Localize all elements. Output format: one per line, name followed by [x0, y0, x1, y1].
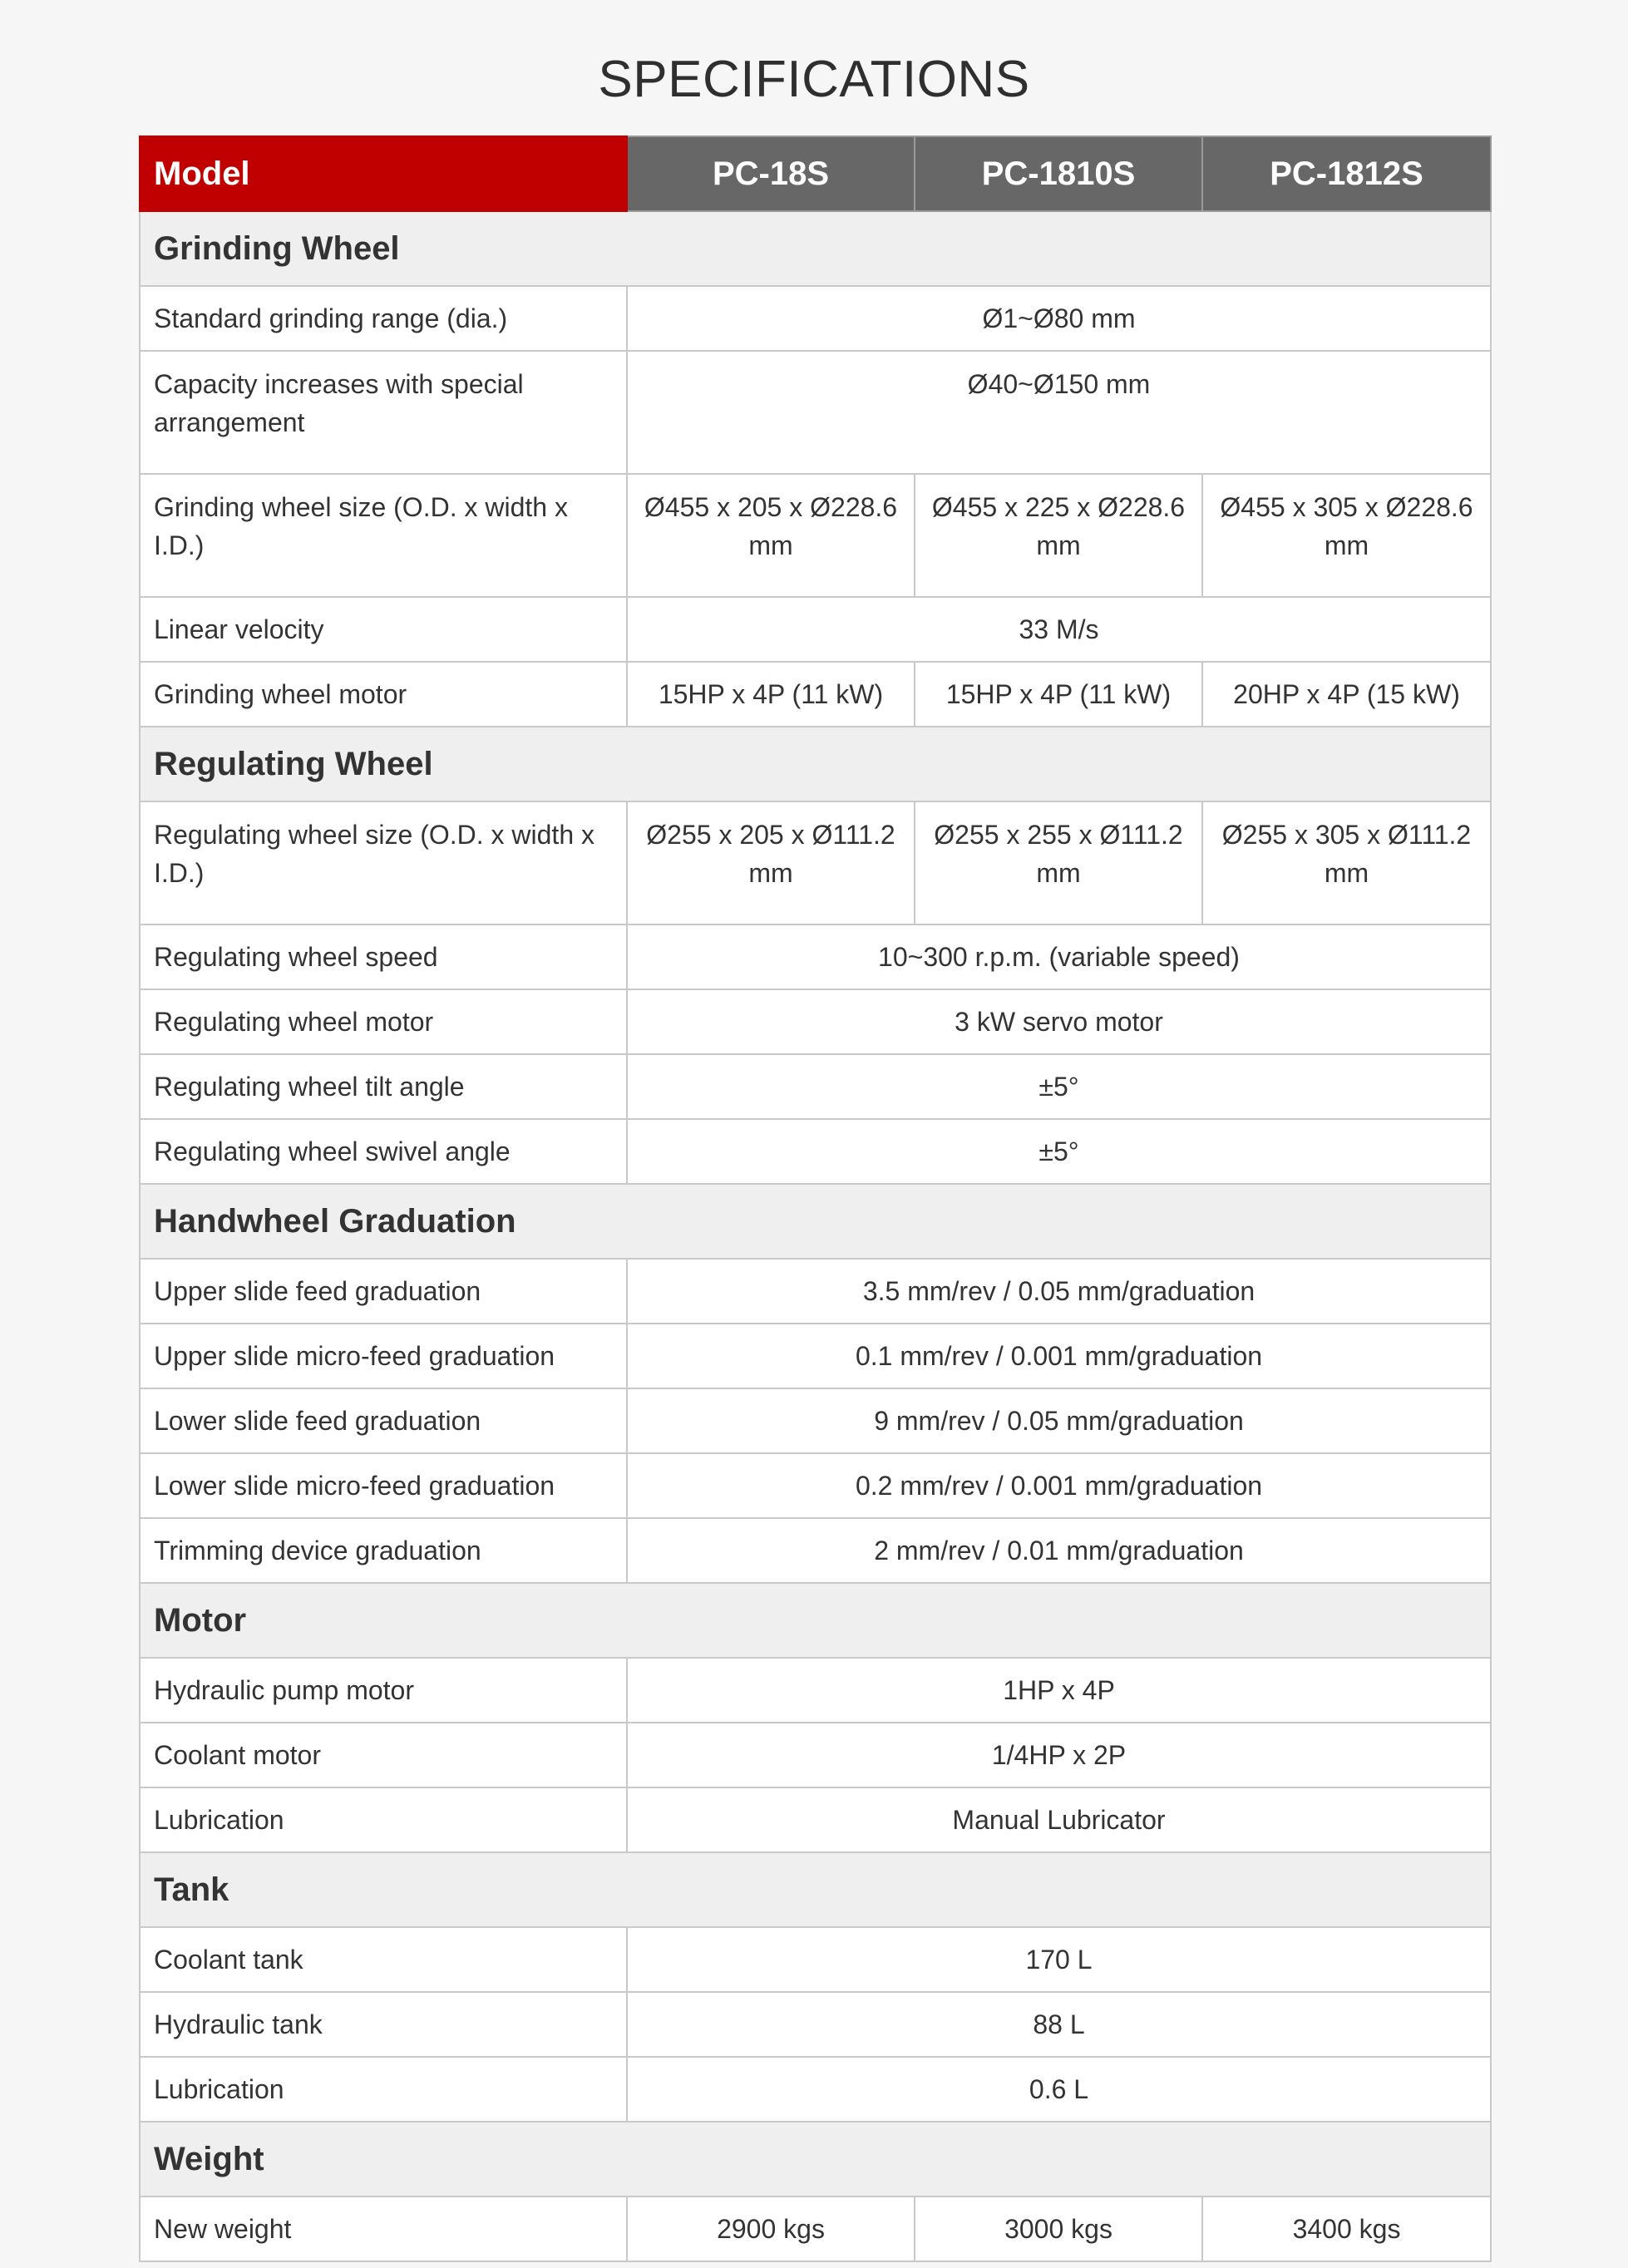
row-value: 3 kW servo motor [627, 989, 1491, 1054]
section-row [140, 1852, 1491, 1927]
row-value: Ø1~Ø80 mm [627, 286, 1491, 351]
section-regulating-wheel: Regulating Wheel [140, 727, 1491, 801]
specifications-table [139, 136, 1492, 2262]
section-weight: Weight [140, 2122, 1491, 2197]
section-row [140, 211, 1491, 286]
row-value: 2900 kgs [627, 2197, 915, 2261]
row-value: 20HP x 4P (15 kW) [1202, 662, 1491, 727]
table-row [140, 351, 1491, 474]
section-row [140, 1184, 1491, 1259]
section-grinding-wheel: Grinding Wheel [140, 211, 1491, 286]
row-value: Ø40~Ø150 mm [627, 351, 1491, 474]
row-value: Ø255 x 305 x Ø111.2 mm [1202, 801, 1491, 924]
row-label: Regulating wheel tilt angle [140, 1054, 627, 1119]
row-value: 15HP x 4P (11 kW) [627, 662, 915, 727]
table-row [140, 1453, 1491, 1518]
row-value: 0.2 mm/rev / 0.001 mm/graduation [627, 1453, 1491, 1518]
row-label: Regulating wheel motor [140, 989, 627, 1054]
table-row [140, 474, 1491, 597]
row-label: Lubrication [140, 2057, 627, 2122]
row-label: Lower slide feed graduation [140, 1388, 627, 1453]
row-value: ±5° [627, 1054, 1491, 1119]
row-value: 10~300 r.p.m. (variable speed) [627, 924, 1491, 989]
row-value: 3000 kgs [915, 2197, 1202, 2261]
table-row [140, 924, 1491, 989]
section-row [140, 1583, 1491, 1658]
table-row [140, 1324, 1491, 1388]
row-label: Capacity increases with special arrangement [140, 351, 627, 474]
row-value: Ø455 x 225 x Ø228.6 mm [915, 474, 1202, 597]
row-value: 1/4HP x 2P [627, 1723, 1491, 1787]
table-row [140, 1259, 1491, 1324]
table-row [140, 801, 1491, 924]
table-row [140, 989, 1491, 1054]
table-row [140, 597, 1491, 662]
row-value: ±5° [627, 1119, 1491, 1184]
row-value: 0.6 L [627, 2057, 1491, 2122]
table-row [140, 1723, 1491, 1787]
row-label: Standard grinding range (dia.) [140, 286, 627, 351]
row-value: Ø255 x 205 x Ø111.2 mm [627, 801, 915, 924]
table-row [140, 1518, 1491, 1583]
row-value: 1HP x 4P [627, 1658, 1491, 1723]
row-label: Lubrication [140, 1787, 627, 1852]
table-row [140, 662, 1491, 727]
row-label: Coolant motor [140, 1723, 627, 1787]
row-label: Regulating wheel swivel angle [140, 1119, 627, 1184]
table-row [140, 1054, 1491, 1119]
section-tank: Tank [140, 1852, 1491, 1927]
row-value: 9 mm/rev / 0.05 mm/graduation [627, 1388, 1491, 1453]
row-label: Trimming device graduation [140, 1518, 627, 1583]
table-row [140, 2197, 1491, 2261]
row-value: Ø455 x 305 x Ø228.6 mm [1202, 474, 1491, 597]
row-label: Grinding wheel motor [140, 662, 627, 727]
row-value: Ø455 x 205 x Ø228.6 mm [627, 474, 915, 597]
row-label: Hydraulic tank [140, 1992, 627, 2057]
table-row [140, 1388, 1491, 1453]
row-label: Hydraulic pump motor [140, 1658, 627, 1723]
row-label: New weight [140, 2197, 627, 2261]
model-pc-1810s-header: PC-1810S [915, 136, 1202, 211]
row-label: Coolant tank [140, 1927, 627, 1992]
row-label: Regulating wheel size (O.D. x width x I.D.) [140, 801, 627, 924]
row-value: 3.5 mm/rev / 0.05 mm/graduation [627, 1259, 1491, 1324]
section-motor: Motor [140, 1583, 1491, 1658]
row-value: Ø255 x 255 x Ø111.2 mm [915, 801, 1202, 924]
page-title: SPECIFICATIONS [598, 51, 1030, 108]
table-row [140, 1787, 1491, 1852]
row-value: Manual Lubricator [627, 1787, 1491, 1852]
row-value: 88 L [627, 1992, 1491, 2057]
row-value: 2 mm/rev / 0.01 mm/graduation [627, 1518, 1491, 1583]
row-label: Upper slide feed graduation [140, 1259, 627, 1324]
section-row [140, 2122, 1491, 2197]
row-label: Upper slide micro-feed graduation [140, 1324, 627, 1388]
table-row [140, 1927, 1491, 1992]
row-value: 3400 kgs [1202, 2197, 1491, 2261]
header-row [140, 136, 1491, 211]
section-handwheel-graduation: Handwheel Graduation [140, 1184, 1491, 1259]
table-row [140, 286, 1491, 351]
table-row [140, 1992, 1491, 2057]
model-header: Model [140, 136, 627, 211]
row-label: Regulating wheel speed [140, 924, 627, 989]
model-pc-18s-header: PC-18S [627, 136, 915, 211]
row-value: 15HP x 4P (11 kW) [915, 662, 1202, 727]
row-value: 33 M/s [627, 597, 1491, 662]
row-label: Lower slide micro-feed graduation [140, 1453, 627, 1518]
row-value: 170 L [627, 1927, 1491, 1992]
table-row [140, 2057, 1491, 2122]
table-row [140, 1658, 1491, 1723]
section-row [140, 727, 1491, 801]
model-pc-1812s-header: PC-1812S [1202, 136, 1491, 211]
row-label: Grinding wheel size (O.D. x width x I.D.) [140, 474, 627, 597]
table-row [140, 1119, 1491, 1184]
row-value: 0.1 mm/rev / 0.001 mm/graduation [627, 1324, 1491, 1388]
row-label: Linear velocity [140, 597, 627, 662]
